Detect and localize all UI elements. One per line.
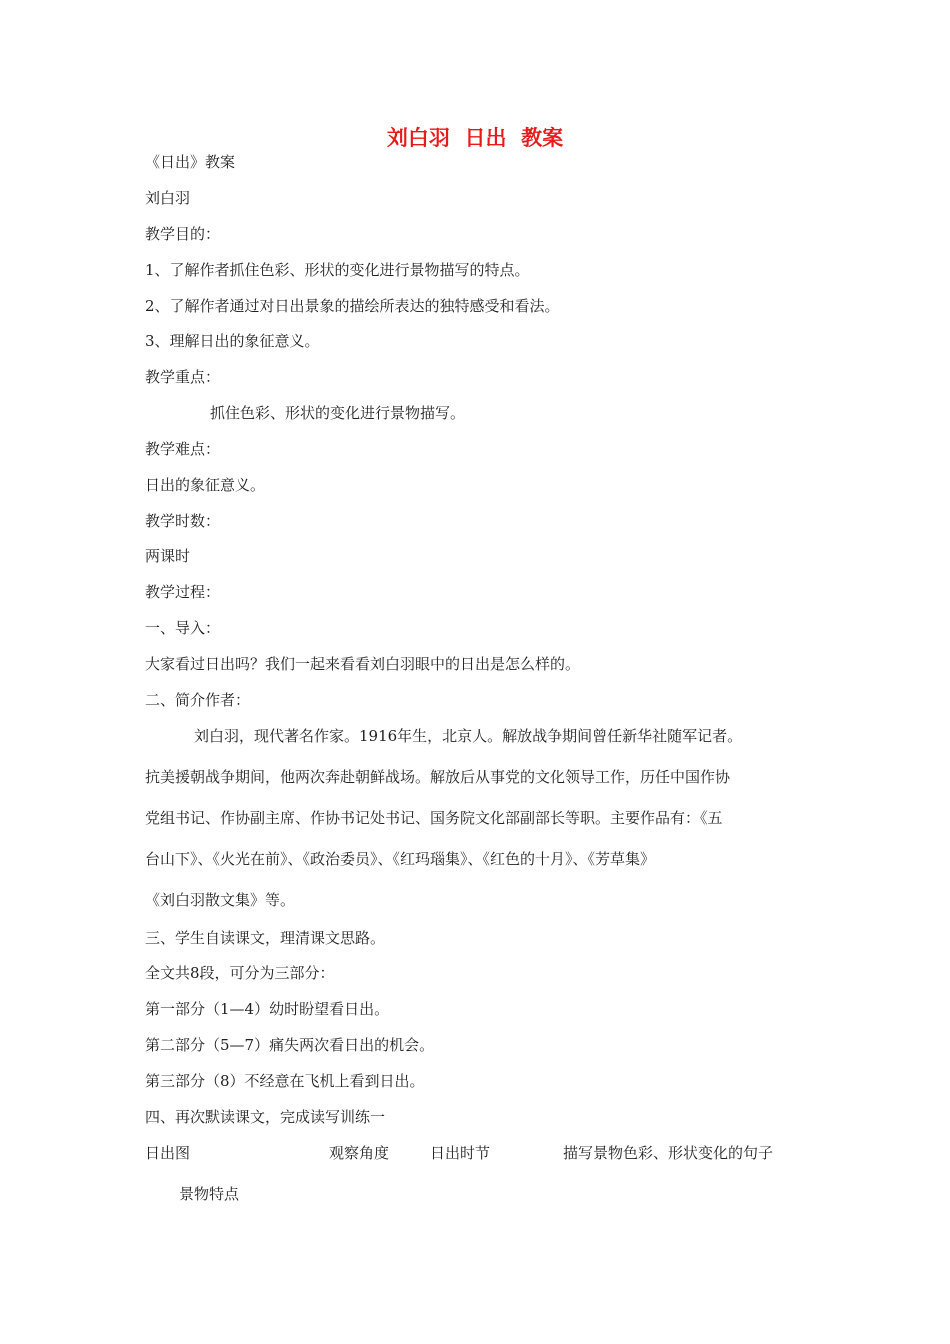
text-line: 教学时数： bbox=[145, 512, 221, 530]
text-line: 全文共8段，可分为三部分： bbox=[145, 964, 335, 982]
text-line: 第一部分（1—4）幼时盼望看日出。 bbox=[145, 1000, 390, 1018]
text-line: 1、了解作者抓住色彩、形状的变化进行景物描写的特点。 bbox=[145, 261, 530, 279]
text-line: 教学目的： bbox=[145, 225, 221, 243]
page-title: 刘白羽 日出 教案 bbox=[386, 126, 564, 150]
text-line: 大家看过日出吗？我们一起来看看刘白羽眼中的日出是怎么样的。 bbox=[145, 655, 581, 673]
author-paragraph-line: 台山下》、《火光在前》、《政治委员》、《红玛瑙集》、《红色的十月》、《芳草集》 bbox=[145, 850, 656, 868]
table-header-cell: 观察角度 bbox=[329, 1144, 390, 1162]
text-line: 抓住色彩、形状的变化进行景物描写。 bbox=[210, 404, 466, 422]
text-line: 日出的象征意义。 bbox=[145, 476, 266, 494]
text-line: 三、学生自读课文，理清课文思路。 bbox=[145, 929, 386, 947]
text-line: 《日出》教案 bbox=[145, 153, 236, 171]
table-header-cell: 日出时节 bbox=[430, 1144, 491, 1162]
table-header-cell: 描写景物色彩、形状变化的句子 bbox=[563, 1144, 774, 1162]
table-header-cell: 日出图 bbox=[145, 1144, 191, 1162]
author-paragraph-line: 党组书记、作协副主席、作协书记处书记、国务院文化部副部长等职。主要作品有：《五 bbox=[145, 809, 723, 827]
text-line: 四、再次默读课文，完成读写训练一 bbox=[145, 1108, 386, 1126]
text-line: 第二部分（5—7）痛失两次看日出的机会。 bbox=[145, 1036, 435, 1054]
author-paragraph-line: 抗美援朝战争期间，他两次奔赴朝鲜战场。解放后从事党的文化领导工作，历任中国作协 bbox=[145, 768, 731, 786]
text-line: 一、导入： bbox=[145, 619, 221, 637]
text-line: 两课时 bbox=[145, 547, 191, 565]
text-line: 教学重点： bbox=[145, 368, 221, 386]
text-line: 教学过程： bbox=[145, 583, 221, 601]
author-paragraph-line: 刘白羽，现代著名作家。1916年生，北京人。解放战争期间曾任新华社随军记者。 bbox=[194, 727, 743, 745]
text-line: 2、了解作者通过对日出景象的描绘所表达的独特感受和看法。 bbox=[145, 297, 560, 315]
text-line: 第三部分（8）不经意在飞机上看到日出。 bbox=[145, 1072, 425, 1090]
table-header-cell: 景物特点 bbox=[179, 1185, 240, 1203]
text-line: 教学难点： bbox=[145, 440, 221, 458]
author-paragraph-line: 《刘白羽散文集》等。 bbox=[145, 891, 296, 909]
text-line: 3、理解日出的象征意义。 bbox=[145, 332, 320, 350]
text-line: 刘白羽 bbox=[145, 189, 191, 207]
text-line: 二、简介作者： bbox=[145, 691, 251, 709]
